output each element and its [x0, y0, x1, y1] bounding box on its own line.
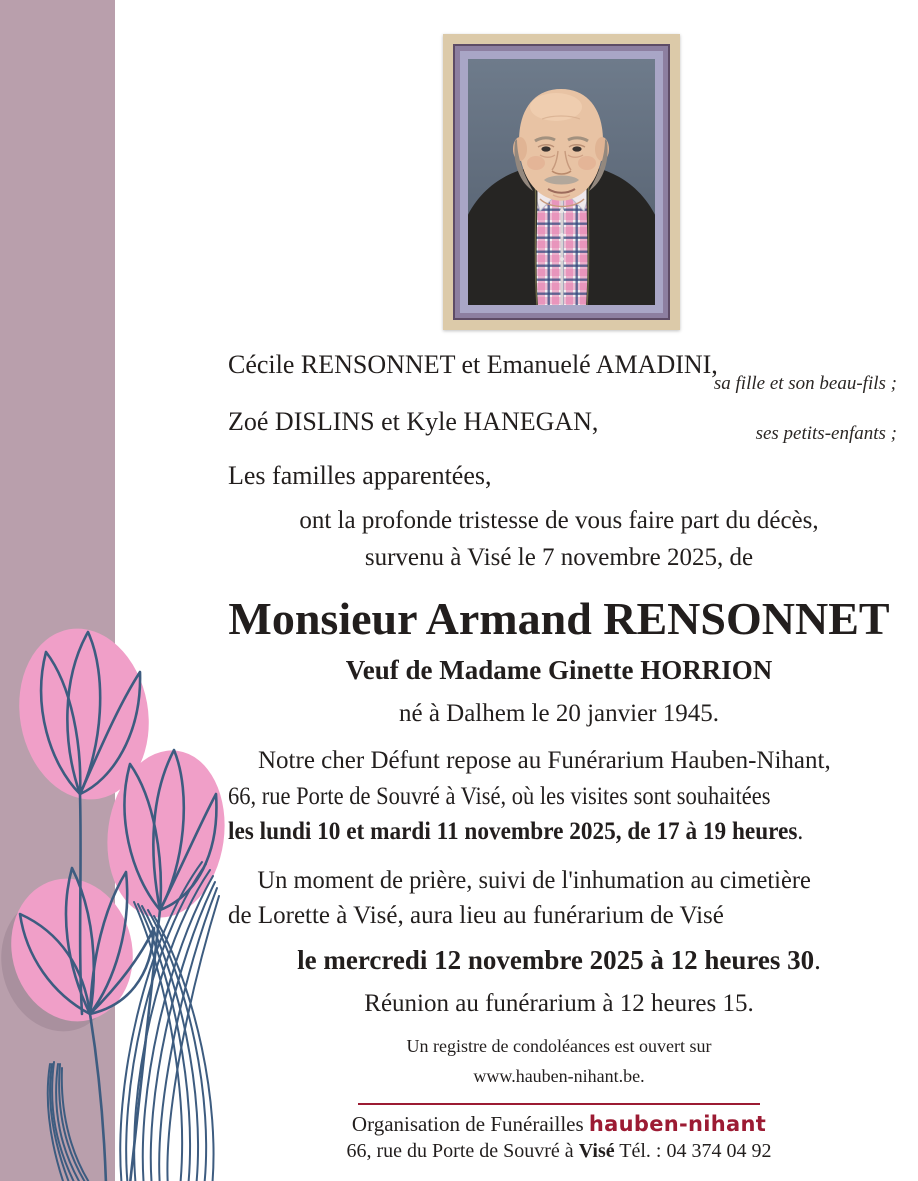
striped-leaf-left — [48, 1062, 94, 1181]
brand-name: hauben-nihant — [588, 1112, 767, 1136]
announcement-line-2: survenu à Visé le 7 novembre 2025, de — [364, 544, 754, 571]
funeral-date-bold: le mercredi 12 novembre 2025 à 12 heures 30 — [297, 945, 815, 975]
announcement-line-1: ont la profonde tristesse de vous faire part du décès, — [299, 507, 819, 534]
address-prefix: 66, rue du Porte de Souvré à — [346, 1140, 579, 1162]
portrait-frame-inner-lavender — [460, 51, 663, 313]
family-line-3: Les familles apparentées, — [228, 461, 492, 490]
ceremony-line-2: de Lorette à Visé, aura lieu au funérarium de Visé — [228, 902, 724, 929]
funeral-date-period: . — [814, 945, 821, 975]
deceased-name-title: Monsieur Armand RENSONNET — [228, 593, 890, 644]
visitation-line-1: Notre cher Défunt repose au Funérarium Hauben-Nihant, — [258, 747, 831, 774]
visitation-line-3 — [228, 819, 844, 844]
portrait-frame-inner-purple — [453, 44, 670, 320]
address-suffix: Tél. : 04 374 04 92 — [614, 1140, 772, 1162]
relation-note-2: ses petits-enfants ; — [755, 423, 897, 444]
visitation-dates-bold: les lundi 10 et mardi 11 novembre 2025, de 17 à 19 heures — [228, 818, 798, 845]
relation-note-1: sa fille et son beau-fils ; — [713, 373, 897, 394]
register-website: www.hauben-nihant.be. — [473, 1066, 645, 1086]
organisation-line — [228, 1114, 890, 1135]
organisation-prefix: Organisation de Funérailles — [351, 1112, 589, 1136]
address-line — [228, 1141, 890, 1161]
ceremony-line-1: Un moment de prière, suivi de l'inhumation au cimetière — [257, 867, 811, 894]
family-line-1: Cécile RENSONNET et Emanuelé AMADINI, — [228, 350, 718, 379]
address-city: Visé — [578, 1140, 615, 1162]
portrait-frame — [443, 34, 680, 330]
family-line-2: Zoé DISLINS et Kyle HANEGAN, — [228, 407, 599, 436]
widower-line: Veuf de Madame Ginette HORRION — [345, 655, 773, 685]
meeting-line: Réunion au funérarium à 12 heures 15. — [364, 990, 754, 1017]
funeral-date-line — [228, 947, 890, 974]
tulip-flowers-decoration — [0, 612, 250, 1181]
register-line-1: Un registre de condoléances est ouvert sur — [406, 1036, 712, 1056]
stem — [90, 1014, 106, 1181]
birth-line: né à Dalhem le 20 janvier 1945. — [398, 700, 720, 727]
pink-petal-blobs — [0, 618, 235, 1043]
visitation-line-2: 66, rue Porte de Souvré à Visé, où les visites sont souhaitées — [228, 783, 771, 810]
visitation-period: . — [797, 818, 804, 845]
footer-divider-line — [358, 1103, 760, 1105]
deceased-portrait-photo — [468, 59, 655, 305]
